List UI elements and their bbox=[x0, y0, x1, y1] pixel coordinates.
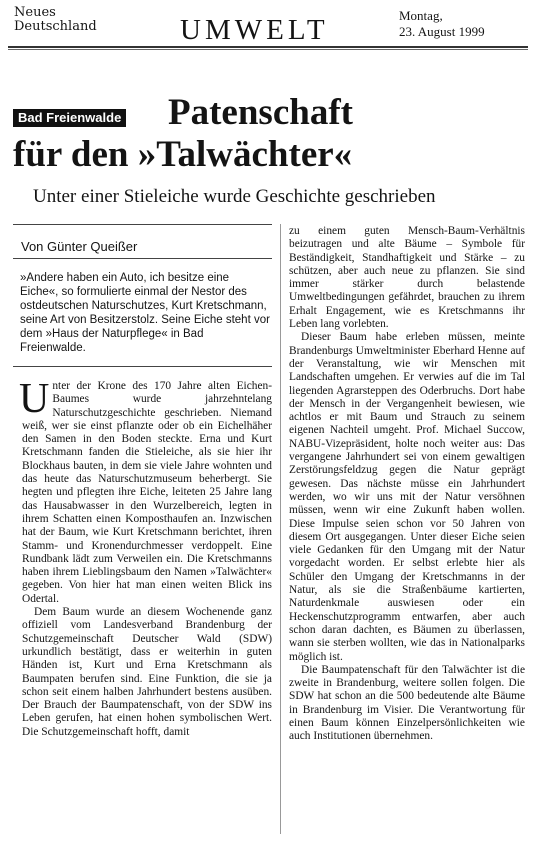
headline-line2: für den »Talwächter« bbox=[13, 134, 353, 175]
body-paragraph: Dieser Baum habe erleben müssen, meinte Brandenburgs Umweltminister Eberhard Henne auf der Veranstaltung, wie wir Menschen mit Landschaften umgehen. Er verwies auf die im Tal liegenden Agrarsteppen des Oderbruchs. Dort habe der Mensch in der Vergangenheit bewiesen, wie achtlos er mit Baum und Strauch zu seinem eigenen Nachteil umgeht. Prof. Michael Succow, NABU-Vizepräsident, holte noch weiter aus: Das vergangene Jahrhundert sei von einem gewaltigen Zerstörungsfeldzug gegen die Natur geprägt gewesen. Das nächste müsse ein Jahrhundert werden, wo wir uns mit der Natur versöhnen müssen, wenn wir eine Zukunft haben wollen. Diese Impulse seien schon vor 50 Jahren von diesem Ort ausgegangen. Unter dieser Eiche seien viele Gedanken für den Umgang mit der Natur vorgedacht worden. Er selbst erlebte hier als Schüler den Umgang der Kretschmanns in der Natur, als sie die Straßenbäume kartierten, Naturdenkmale auswiesen oder ein Heckenschutzprogramm entwarfen, aber auch schon daran dachten, es Bäumen zu überlassen, wann sie sterben wollten, wie das in Nationalparks möglich ist. bbox=[289, 331, 525, 663]
body-paragraph-text: nter der Krone des 170 Jahre alten Eichen-Baumes wurde jahrzehntelang Naturschutzgeschichte geschrieben. Niemand weiß, wer sie einst pflanzte oder ob ein Eichelhäher den Samen in den Boden steckte. Erna und Kurt Kretschmann fanden die Stieleiche, als sie hier ihr Blockhaus bauten, in dem sie viele Jahre wohnten und das heute das Naturschutzmuseum beherbergt. Sie hegten und pflegten ihre Eiche, leiteten 25 Jahre lang das Hausabwasser in den Wurzelbereich, legten in ihrem Schatten einen Komposthaufen an. Inzwischen hat der Baum, wie Kurt Kretschmann berichtet, ihren Stamm- und Kronendurchmesser verdoppelt. Eine Rundbank lädt zum Verweilen ein. Die Kretschmanns haben ihrem Lieblingsbaum den Namen »Talwächter« gegeben. Von hier hat man einen weiten Blick ins Odertal. bbox=[22, 380, 272, 605]
masthead-rule-thin bbox=[8, 49, 528, 50]
drop-cap: U bbox=[19, 376, 50, 422]
byline-rule-bottom bbox=[13, 258, 272, 259]
section-title: UMWELT bbox=[180, 14, 329, 46]
issue-date-day: 23. August 1999 bbox=[399, 24, 485, 39]
body-paragraph: zu einem guten Mensch-Baum-Verhältnis beizutragen und alte Bäume – Symbole für Beständigkeit, Standhaftigkeit und Stärke – zu schützen, aber auch neue zu pflanzen. Sie sind immer stärker durch belastende Umweltbedingungen gefährdet, brauchen zu ihrem Erhalt Engagement, wie es Kretschmanns ihr Leben lang vorlebten. bbox=[289, 225, 525, 331]
column-divider bbox=[280, 224, 281, 834]
byline-rule-top bbox=[13, 224, 272, 225]
body-paragraph: Dem Baum wurde an diesem Wochenende ganz offiziell vom Landesverband Brandenburg der Schutzgemeinschaft Deutscher Wald (SDW) urkundlich bestätigt, dass er weiterhin in guten Händen ist, Kurt und Erna Kretschmann als Baumpaten berufen sind. Eine Funktion, die sie ja schon seit einem halben Jahrhundert bestens ausüben. Der Brauch der Baumpatenschaft, von der SDW ins Leben gerufen, hat einen hohen symbolischen Wert. Die Schutzgemeinschaft hofft, damit bbox=[22, 606, 272, 738]
headline-line1: Patenschaft bbox=[168, 92, 353, 133]
publication-name bbox=[14, 6, 97, 34]
lead-rule bbox=[13, 366, 272, 367]
issue-date bbox=[399, 8, 485, 40]
body-column-left bbox=[19, 376, 272, 739]
body-paragraph: Die Baumpatenschaft für den Talwächter ist die zweite in Brandenburg, weitere sollen folgen. Die SDW hat schon an die 500 bedeutende alte Bäume in Brandenburg im Visier. Die Verantwortung für einen Baum können Einzelpersönlichkeiten wie auch Institutionen übernehmen. bbox=[289, 663, 525, 743]
body-paragraph bbox=[19, 376, 272, 606]
article-kicker: Bad Freienwalde bbox=[13, 109, 126, 127]
body-column-right bbox=[289, 225, 525, 744]
byline: Von Günter Queißer bbox=[21, 239, 138, 254]
masthead-rule bbox=[8, 46, 528, 48]
publication-name-line2: Deutschland bbox=[14, 19, 97, 34]
subheadline: Unter einer Stieleiche wurde Geschichte geschrieben bbox=[33, 186, 436, 207]
issue-date-weekday: Montag, bbox=[399, 8, 443, 23]
publication-name-line1: Neues bbox=[14, 5, 56, 20]
article-lead: »Andere haben ein Auto, ich besitze eine Eiche«, so formulierte einmal der Nestor des ostdeutschen Naturschutzes, Kurt Kretschmann, seine Art von Besitzerstolz. Seine Eiche steht vor dem »Haus der Naturpflege« in Bad Freienwalde. bbox=[20, 272, 270, 354]
